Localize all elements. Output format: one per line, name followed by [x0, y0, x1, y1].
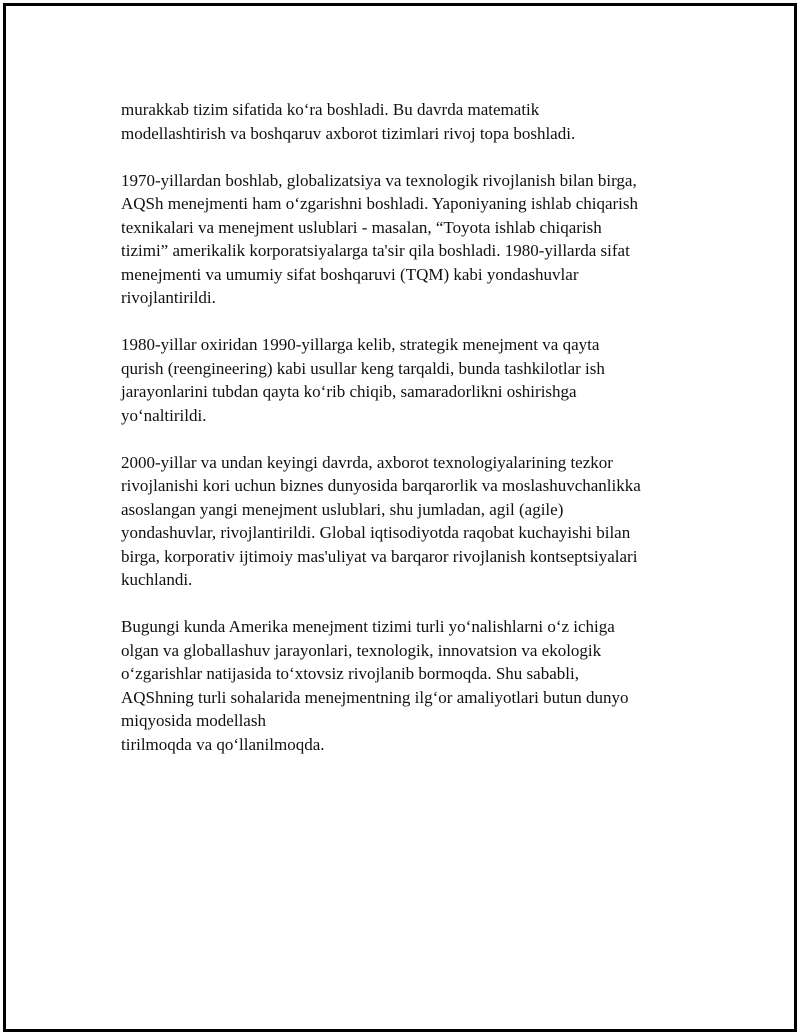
- text-line: yondashuvlar, rivojlantirildi. Global iqtisodiyotda raqobat kuchayishi bilan: [121, 523, 631, 542]
- text-line: birga, korporativ ijtimoiy mas'uliyat va barqaror rivojlanish kontseptsiyalari: [121, 546, 638, 566]
- text-line: murakkab tizim sifatida ko‘ra boshladi. Bu davrda matematik: [121, 100, 540, 119]
- paragraph-3: [121, 333, 701, 427]
- text-line: tirilmoqda va qo‘llanilmoqda.: [121, 734, 325, 754]
- text-line: menejmenti va umumiy sifat boshqaruvi (TQM) kabi yondashuvlar: [121, 264, 579, 284]
- text-line: kuchlandi.: [121, 570, 193, 589]
- text-line: Bugungi kunda Amerika menejment tizimi turli yo‘nalishlarni o‘z ichiga: [121, 617, 615, 636]
- paragraph-2: [121, 169, 701, 310]
- paragraph-5: [121, 615, 701, 756]
- text-line: AQShning turli sohalarida menejmentning ilg‘or amaliyotlari butun dunyo: [121, 687, 629, 707]
- text-line: 1970-yillardan boshlab, globalizatsiya va texnologik rivojlanish bilan birga,: [121, 170, 637, 190]
- text-line: yo‘naltirildi.: [121, 405, 207, 425]
- text-line: o‘zgarishlar natijasida to‘xtovsiz rivojlanib bormoqda. Shu sababli,: [121, 664, 579, 683]
- text-line: AQSh menejmenti ham o‘zgarishni boshladi. Yaponiyaning ishlab chiqarish: [121, 194, 639, 213]
- text-line: qurish (reengineering) kabi usullar keng tarqaldi, bunda tashkilotlar ish: [121, 358, 605, 378]
- document-body: [121, 98, 701, 780]
- text-line: miqyosida modellash: [121, 711, 266, 730]
- text-line: rivojlanishi kori uchun biznes dunyosida barqarorlik va moslashuvchanlikka: [121, 476, 641, 495]
- text-line: jarayonlarini tubdan qayta ko‘rib chiqib, samaradorlikni oshirishga: [121, 382, 577, 401]
- document-page: [3, 3, 797, 1032]
- text-line: 1980-yillar oxiridan 1990-yillarga kelib, strategik menejment va qayta: [121, 335, 600, 354]
- text-line: olgan va globallashuv jarayonlari, texnologik, innovatsion va ekologik: [121, 640, 602, 660]
- text-line: texnikalari va menejment uslublari - masalan, “Toyota ishlab chiqarish: [121, 217, 602, 237]
- text-line: modellashtirish va boshqaruv axborot tizimlari rivoj topa boshladi.: [121, 123, 576, 143]
- text-line: asoslangan yangi menejment uslublari, shu jumladan, agil (agile): [121, 499, 564, 519]
- text-line: 2000-yillar va undan keyingi davrda, axborot texnologiyalarining tezkor: [121, 452, 613, 472]
- text-line: tizimi” amerikalik korporatsiyalarga ta'sir qila boshladi. 1980-yillarda sifat: [121, 241, 630, 260]
- text-line: rivojlantirildi.: [121, 288, 216, 307]
- paragraph-1: [121, 98, 701, 145]
- paragraph-4: [121, 451, 701, 592]
